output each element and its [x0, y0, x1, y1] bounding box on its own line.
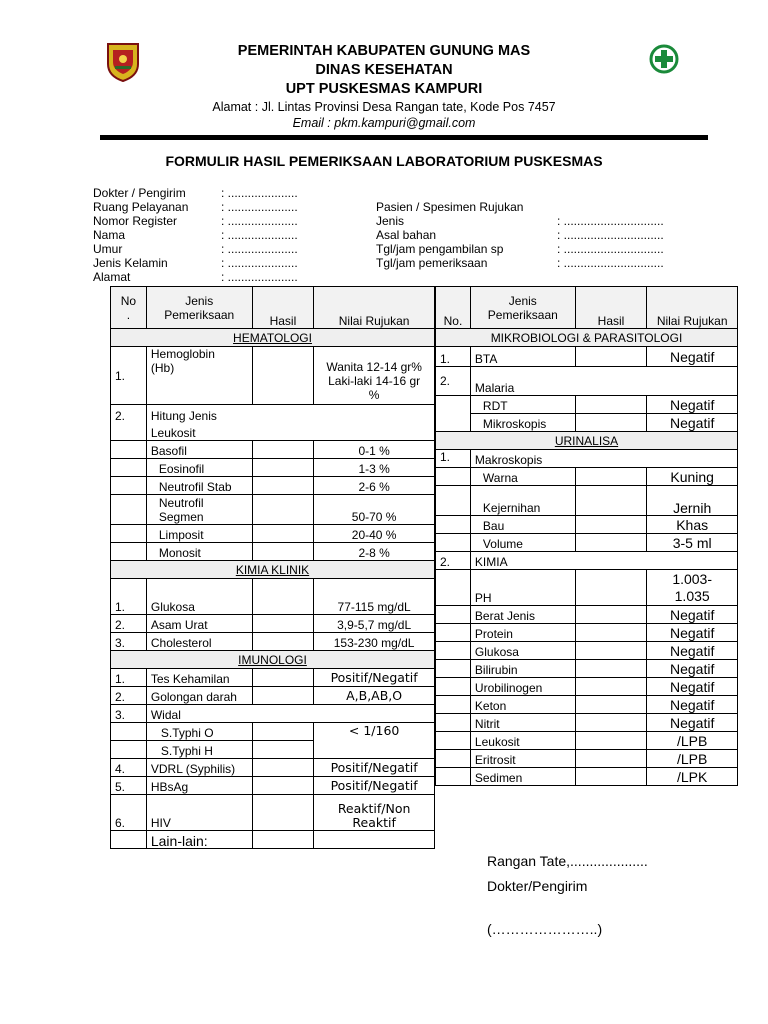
- signature-role: Dokter/Pengirim: [487, 878, 588, 894]
- section-kimia-klinik: KIMIA KLINIK: [111, 561, 435, 579]
- table-row: 1. Tes Kehamilan Positif/Negatif: [111, 669, 435, 687]
- table-row: 5. HBsAg Positif/Negatif: [111, 777, 435, 795]
- table-row: 1. Hemoglobin (Hb) Wanita 12-14 gr% Laki-laki 14-16 gr %: [111, 347, 435, 405]
- left-results-table: No . Jenis Pemeriksaan Hasil Nilai Rujukan HEMATOLOGI 1. Hemoglobin (Hb) Wanita 12-14 gr% Laki-laki 14-16 gr % 2. Hitung Jenis Leukosit Basofil 0-1 % Eosinofil 1-3 % Neutrofil Stab 2-6 % Neutrofil Segmen 50-70 % Limposit 20-40 % Monosit 2-8 % KIMIA KLINIK 1. Glukosa 77-115 mg/dL 2. Asam Urat 3,9-5,7 mg/dL 3. Cholesterol 153-230 mg/dL IMUNOLOGI 1. Tes Kehamilan Positif/Negatif 2. Golongan darah A,B,AB,O 3. Widal S.Typhi O < 1/160 S.Typhi H 4. VDRL (Syphilis) Positif/Negatif 5. HBsAg Positif/Negatif 6. HIV Reaktif/Non Reaktif Lain-lain:: [110, 286, 435, 849]
- table-row: Warna Kuning: [436, 468, 738, 486]
- table-row: Sedimen /LPK: [436, 768, 738, 786]
- table-row: Eritrosit /LPB: [436, 750, 738, 768]
- table-row: Neutrofil Stab 2-6 %: [111, 477, 435, 495]
- table-row: S.Typhi H: [111, 741, 435, 759]
- signature-blank: (…………………..): [487, 921, 603, 937]
- table-row: 2. Golongan darah A,B,AB,O: [111, 687, 435, 705]
- table-row: Lain-lain:: [111, 831, 435, 849]
- table-row: Glukosa Negatif: [436, 642, 738, 660]
- table-row: Bilirubin Negatif: [436, 660, 738, 678]
- table-row: 6. HIV Reaktif/Non Reaktif: [111, 795, 435, 831]
- section-urinalisa: URINALISA: [436, 432, 738, 450]
- table-row: Mikroskopis Negatif: [436, 414, 738, 432]
- table-row: Keton Negatif: [436, 696, 738, 714]
- table-row: S.Typhi O < 1/160: [111, 723, 435, 741]
- table-row: 2. Malaria: [436, 367, 738, 396]
- table-row: Basofil 0-1 %: [111, 441, 435, 459]
- table-row: 4. VDRL (Syphilis) Positif/Negatif: [111, 759, 435, 777]
- section-imunologi: IMUNOLOGI: [111, 651, 435, 669]
- info-left-values: : ..................... : ..................... : ..................... : ..................... : ..................... : ..................... : .....................: [221, 186, 298, 284]
- table-row: 1. Glukosa 77-115 mg/dL: [111, 579, 435, 615]
- form-title: FORMULIR HASIL PEMERIKSAAN LABORATORIUM PUSKESMAS: [165, 153, 603, 169]
- table-row: Volume 3-5 ml: [436, 534, 738, 552]
- table-row: Leukosit /LPB: [436, 732, 738, 750]
- table-row: Neutrofil Segmen 50-70 %: [111, 495, 435, 525]
- table-row: Berat Jenis Negatif: [436, 606, 738, 624]
- table-row: 2. Asam Urat 3,9-5,7 mg/dL: [111, 615, 435, 633]
- right-results-table: No. Jenis Pemeriksaan Hasil Nilai Rujukan MIKROBIOLOGI & PARASITOLOGI 1. BTA Negatif 2. Malaria RDT Negatif Mikroskopis Negatif URINALISA 1. Makroskopis Warna Kuning Kejernihan Jernih Bau Khas Volume 3-5 ml 2. KIMIA PH 1.003- 1.035 Berat Jenis Negatif Protein Negatif Glukosa Negatif Bilirubin Negatif Urobilinogen Negatif Keton Negatif Nitrit Negatif Leukosit /LPB Eritrosit /LPB Sedimen /LPK: [435, 286, 738, 786]
- table-row: Nitrit Negatif: [436, 714, 738, 732]
- header-puskesmas: UPT PUSKESMAS KAMPURI: [285, 81, 483, 97]
- table-row: Protein Negatif: [436, 624, 738, 642]
- table-row: Kejernihan Jernih: [436, 486, 738, 516]
- info-left-labels: Dokter / Pengirim Ruang Pelayanan Nomor Register Nama Umur Jenis Kelamin Alamat: [93, 186, 189, 284]
- table-row: 2. KIMIA: [436, 552, 738, 570]
- table-row: Limposit 20-40 %: [111, 525, 435, 543]
- table-row: 3. Widal: [111, 705, 435, 723]
- header-address: Alamat : Jl. Lintas Provinsi Desa Rangan tate, Kode Pos 7457: [212, 100, 556, 114]
- table-row: 3. Cholesterol 153-230 mg/dL: [111, 633, 435, 651]
- section-hematologi: HEMATOLOGI: [111, 329, 435, 347]
- header-email: Email : pkm.kampuri@gmail.com: [292, 116, 476, 130]
- signature-place-date: Rangan Tate,....................: [487, 853, 648, 869]
- header-government: PEMERINTAH KABUPATEN GUNUNG MAS: [237, 43, 531, 59]
- table-row: Eosinofil 1-3 %: [111, 459, 435, 477]
- table-row: 1. Makroskopis: [436, 450, 738, 468]
- table-row: PH 1.003- 1.035: [436, 570, 738, 606]
- section-mikrobiologi: MIKROBIOLOGI & PARASITOLOGI: [436, 329, 738, 347]
- table-row: Urobilinogen Negatif: [436, 678, 738, 696]
- header-divider: [100, 135, 708, 140]
- info-right-values: : .............................. : .............................. : .............................. : ..............................: [557, 214, 664, 270]
- table-row: RDT Negatif: [436, 396, 738, 414]
- table-row: 1. BTA Negatif: [436, 347, 738, 367]
- table-row: Monosit 2-8 %: [111, 543, 435, 561]
- info-right-labels: Pasien / Spesimen Rujukan Jenis Asal bahan Tgl/jam pengambilan sp Tgl/jam pemeriksaan: [376, 200, 524, 270]
- header-department: DINAS KESEHATAN: [315, 62, 453, 78]
- table-row: Bau Khas: [436, 516, 738, 534]
